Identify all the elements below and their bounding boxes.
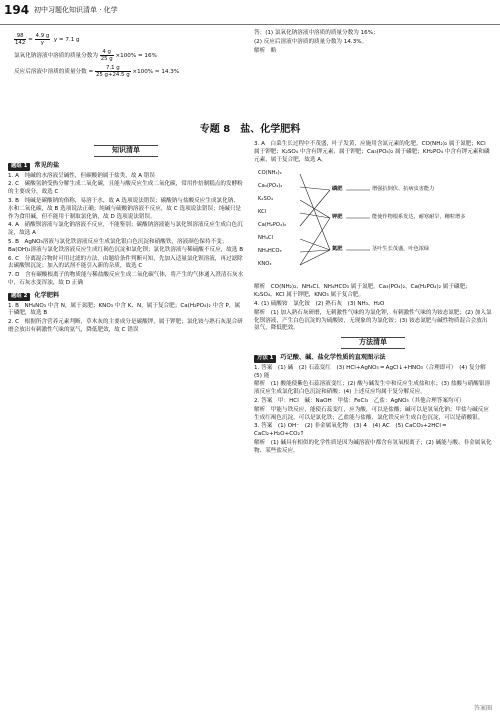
group-tag-2: 题组 2 xyxy=(8,293,30,301)
fertilizer-label: NH₄HCO₃ xyxy=(258,248,282,255)
eq1-num-a: 98 xyxy=(14,33,26,40)
answer-item: 解析 (1) 酸能使紫色石蕊溶液变红；(2) 酸与碱发生中和反应生成盐和水；(3) 盐酸与硝酸银溶液反应生成氯化银白色沉淀和硝酸；(4) 上述反应均属于复分解反应。 xyxy=(254,381,491,396)
answer-line: (2) 反应后溶液中溶质的质量分数为 14.3%。 xyxy=(254,38,368,45)
continuation-left xyxy=(8,30,244,81)
method-heading: 方法 1 巧记酸、碱、盐化学性质的直观图示法 xyxy=(254,354,492,363)
group-2-items xyxy=(8,303,244,335)
group-1-items xyxy=(8,173,244,288)
eq1-num-b: 4.9 g xyxy=(35,33,50,39)
answer-item: 解析 甲能与铁反应，能使石蕊变红，应为酸，可以是盐酸；碱可以是氢氧化钠；甲盐与碱反应生成红褐色沉淀，可以是氯化铁；乙盐能与盐酸、氯化铁反应生成白色沉淀，可以是硝酸银。 xyxy=(254,406,489,421)
question-3: 3. A 白菜生长过程中不茂盛，叶子发黄，应施用含氮元素的化肥。CO(NH₂)₂ 属于氮肥；KCl 属于钾肥；K₂SO₄ 中含有钾元素，属于钾肥；Ca₃(PO₄)₂ 属于磷肥；KH₂PO₄ 中含有钾元素和磷元素，属于复合肥，故选 A。 xyxy=(254,141,490,163)
answer-item: 2. 答案 甲：HCl 碱：NaOH 甲盐：FeCl₃ 乙盐：AgNO₃（其他合理答案均可） xyxy=(254,397,465,404)
eq1-tail: y = 7.1 g xyxy=(53,37,80,43)
answer-item: 2. C 根据所含营养元素判断，草木灰的主要成分是碳酸钾，属于钾肥；氯化铵与熟石灰混合研磨会放出有刺激性气味的氨气，降低肥效，故 C 错误 xyxy=(8,319,243,333)
fertilizer-label: Ca₃(PO₄)₂ xyxy=(258,183,283,190)
continuation-right xyxy=(254,30,492,56)
group-heading-2: 题组 2 化学肥料 xyxy=(8,292,244,301)
equation-3: 反应后溶液中溶质的质量分数 = $\frac{7.1 g}{25 g+24.5 g}$ ×100% ≈ 14.3% xyxy=(14,65,180,78)
group-tag-1: 题组 1 xyxy=(8,163,30,171)
right-column xyxy=(254,141,492,457)
section-title-method: 方法清单 xyxy=(341,337,405,349)
topic-title: 专题 8 盐、化学肥料 xyxy=(199,124,301,135)
answer-item: 6. C 分离混合物时可用过滤的方法，由题给条件判断可知，先加入适量氯化钡溶液，再过滤除去碳酸钡沉淀；加入的试剂不能引入新的杂质，故选 C xyxy=(8,255,243,270)
watermark-logo: 答案圈 xyxy=(473,705,492,712)
section-title-knowledge: 知识清单 xyxy=(94,145,158,157)
fertilizer-label: NH₄Cl xyxy=(258,235,273,242)
answer-item: 1. B NH₄NO₃ 中含 N，属于氮肥；KNO₃ 中含 K、N，属于复合肥；Ca(H₂PO₄)₂ 中含 P，属于磷肥，故选 B xyxy=(8,302,241,317)
running-title: 初中习题化知识清单 · 化学 xyxy=(34,6,118,14)
answer-item: 3. B 纯碱是碳酸钠的俗称，易溶于水，故 A 选项说法错误；碳酸钠与盐酸反应生成氯化钠、水和二氧化碳，故 B 选项说法正确；纯碱与硫酸钠溶液不反应，故 C 选项说法错误；纯碱只是作为食用碱，但不能用于制取氯化钠，故 D 选项说法错误。 xyxy=(8,197,242,220)
fertilizer-label: KCl xyxy=(258,209,267,216)
equation-1: $\frac{98}{142}$ = $\frac{4.9 g}{y}$ y = 7.1 g xyxy=(15,33,80,46)
answer-item: 2. C 碳酸氢钠受热分解生成二氧化碳，且能与酸反应生成二氧化碳，常用作焙制糕点的发酵粉的主要成分，故选 C xyxy=(8,181,243,196)
eq1-den-b: y xyxy=(40,40,44,46)
fertilizer-type-label: 氮肥 xyxy=(332,246,343,253)
connector-line xyxy=(300,239,330,250)
connector-line xyxy=(300,174,330,250)
answer-item: 4. (1) 硫酸铵 氯化铵 (2) 熟石灰 (3) NH₃、H₂O xyxy=(254,300,385,307)
group-heading-1: 题组 1 常见的盐 xyxy=(8,162,244,171)
method-tag: 方法 1 xyxy=(254,355,276,363)
fertilizer-label: K₂SO₄ xyxy=(258,196,273,203)
answer-item: 7. D 含有碳酸根离子的物质能与稀盐酸反应生成二氧化碳气体，将产生的气体通入澄清石灰水中，石灰水变浑浊，故 D 正确 xyxy=(8,272,244,286)
method-items xyxy=(254,365,492,456)
answer-item: 解析 (1) 碱具有相似的化学性质是因为碱溶液中都含有氢氧根离子；(2) 碱能与酸、非金属氧化物、某些盐反应。 xyxy=(254,439,492,454)
answer-item: 3. 答案 (1) OH⁻ (2) 非金属氧化物 (3) 4 (4) AC (5) CaCO₃+2HCl ═ CaCl₂+H₂O+CO₂↑ xyxy=(254,423,447,438)
page-number: 194 xyxy=(4,3,30,17)
fertilizer-label: Ca(H₂PO₄)₂ xyxy=(258,222,287,229)
equation-2: 氯氧化钠溶液中溶质的质量分数为 $\frac{4 g}{25 g}$ ×100% = 16% xyxy=(14,49,157,62)
connector-line xyxy=(300,187,330,190)
answer-item: 1. 答案 (1) 碱 (2) 石蕊变红 (3) HCl+AgNO₃ ═ AgCl↓+HNO₃（合理即可） (4) 复分解 (5) 能 xyxy=(254,364,492,379)
fertilizer-label: CO(NH₂)₂ xyxy=(258,170,282,177)
after-diagram-text xyxy=(254,284,492,333)
fertilizer-type-label: 钾肥 xyxy=(332,214,343,221)
connector-line xyxy=(300,190,330,226)
fertilizer-effect-label: 增强抗倒伏、抗病虫害能力 xyxy=(372,186,435,193)
connector-line xyxy=(300,218,330,265)
fertilizer-diagram xyxy=(254,168,492,280)
eq1-den-a: 142 xyxy=(15,40,26,46)
page-header xyxy=(0,0,500,25)
answer-line: 答：(1) 氯氧化钠溶液中溶质的质量分数为 16%； xyxy=(254,30,379,36)
answer-item: 解析 CO(NH₂)₂、NH₄Cl、NH₄HCO₃ 属于氮肥，Ca₃(PO₄)₂、Ca(H₂PO₄)₂ 属于磷肥；K₂SO₄、KCl 属于钾肥，KNO₃ 属于复合肥。 xyxy=(254,284,471,299)
fertilizer-type-label: 磷肥 xyxy=(332,186,343,193)
answer-item: 4. A 硝酸钡溶液与氯化钠溶液不反应，不能鉴别；碳酸钠溶液能与氯化钡溶液反应生成白色沉淀，故选 A xyxy=(8,222,243,237)
left-column xyxy=(8,141,244,336)
analysis-line: 解析 略 xyxy=(254,47,277,54)
fertilizer-label: KNO₃ xyxy=(258,261,272,268)
connector-line xyxy=(300,250,330,252)
fertilizer-effect-label: 能使作物根系发达，耐寒耐旱，穗粒增多 xyxy=(372,214,466,221)
answer-item: 解析 (1) 加入熟石灰研磨，无刺激性气味的为氯化钾，有刺激性气味的为铵态氮肥；(2) 加入氯化钡溶液，产生白色沉淀的为硫酸铵，无现象的为氯化铵；(3) 铵态氮肥与碱性物质混合会放出氨气，降低肥效。 xyxy=(254,309,492,332)
fertilizer-effect-label: 茎叶生长茂盛，叶色浓绿 xyxy=(372,246,430,253)
answer-item: 1. A 纯碱的水溶液呈碱性，但碳酸钠属于盐类，故 A 错误 xyxy=(8,172,155,179)
answer-item: 5. B AgNO₃溶液与氯化铁溶液反应生成氯化银白色沉淀和硝酸铁，溶液颜色保持不变；Ba(OH)₂溶液与氯化铁溶液反应生成红褐色沉淀和氯化钡；氯化铁溶液与稀硫酸不反应，故选 B xyxy=(8,238,244,253)
